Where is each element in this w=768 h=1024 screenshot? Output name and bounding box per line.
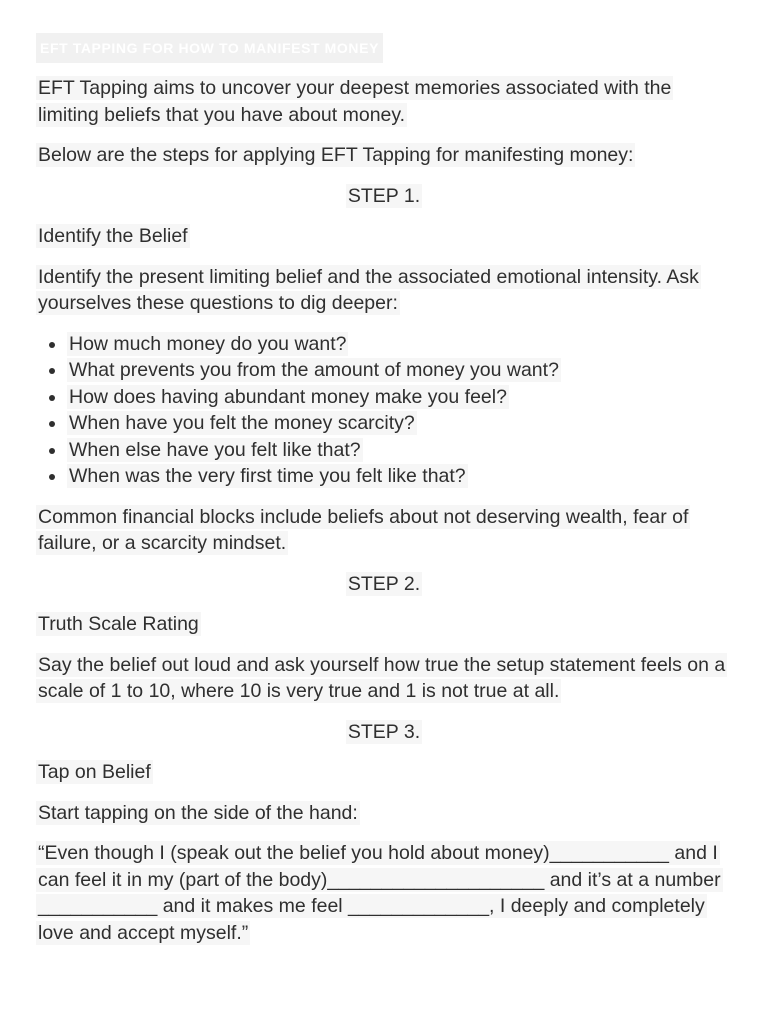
tapping-setup-quote-text: “Even though I (speak out the belief you hold about money)___________ and I can feel it in my (part of the body)____________________ and it’s at a number ___________ and it makes me feel _____________, I deeply and completely love and accept myself.”	[38, 842, 721, 944]
step-1-note-text: Common financial blocks include beliefs about not deserving wealth, fear of failure, or a scarcity mindset.	[38, 505, 689, 554]
step-3-body	[36, 800, 732, 827]
step-1-note	[36, 504, 732, 557]
step-3-title	[36, 759, 732, 786]
list-item	[67, 437, 732, 464]
step-3-label	[36, 719, 732, 746]
step-1-body-text: Identify the present limiting belief and the associated emotional intensity. Ask yourselves these questions to dig deeper:	[38, 265, 699, 314]
step-3-label-text: STEP 3.	[347, 720, 421, 743]
step-2-label-text: STEP 2.	[347, 572, 421, 595]
step-1-body	[36, 264, 732, 317]
question-text: How much money do you want?	[69, 332, 347, 355]
intro-text: EFT Tapping aims to uncover your deepest memories associated with the limiting beliefs that you have about money.	[38, 77, 672, 126]
list-item	[67, 410, 732, 437]
question-text: When have you felt the money scarcity?	[69, 412, 415, 434]
question-text: What prevents you from the amount of money you want?	[69, 359, 559, 381]
article-heading: EFT TAPPING FOR HOW TO MANIFEST MONEY	[36, 33, 383, 63]
question-text: When else have you felt like that?	[69, 438, 361, 461]
step-1-label-text: STEP 1.	[347, 184, 421, 207]
step-1-title-text: Identify the Belief	[38, 225, 188, 247]
step-2-title	[36, 611, 732, 638]
list-item	[67, 331, 732, 358]
step-3-body-text: Start tapping on the side of the hand:	[38, 801, 358, 824]
step-2-title-text: Truth Scale Rating	[38, 613, 199, 635]
step-3-title-text: Tap on Belief	[38, 761, 151, 783]
list-item	[67, 384, 732, 411]
list-item	[67, 463, 732, 490]
step-2-body-text: Say the belief out loud and ask yourself how true the setup statement feels on a scale of 1 to 10, where 10 is very true and 1 is not true at all.	[38, 653, 726, 702]
step-2-label	[36, 571, 732, 598]
article-heading-wrap	[36, 33, 732, 63]
question-text: How does having abundant money make you feel?	[69, 385, 507, 408]
step-1-label	[36, 183, 732, 210]
steps-intro-paragraph	[36, 142, 732, 169]
question-text: When was the very first time you felt like that?	[69, 465, 466, 487]
step-1-title	[36, 223, 732, 250]
step-2-body	[36, 652, 732, 705]
steps-intro-text: Below are the steps for applying EFT Tapping for manifesting money:	[38, 144, 634, 166]
list-item	[67, 357, 732, 384]
intro-paragraph	[36, 75, 732, 128]
tapping-setup-quote	[36, 840, 726, 946]
step-1-questions-list	[36, 331, 732, 490]
